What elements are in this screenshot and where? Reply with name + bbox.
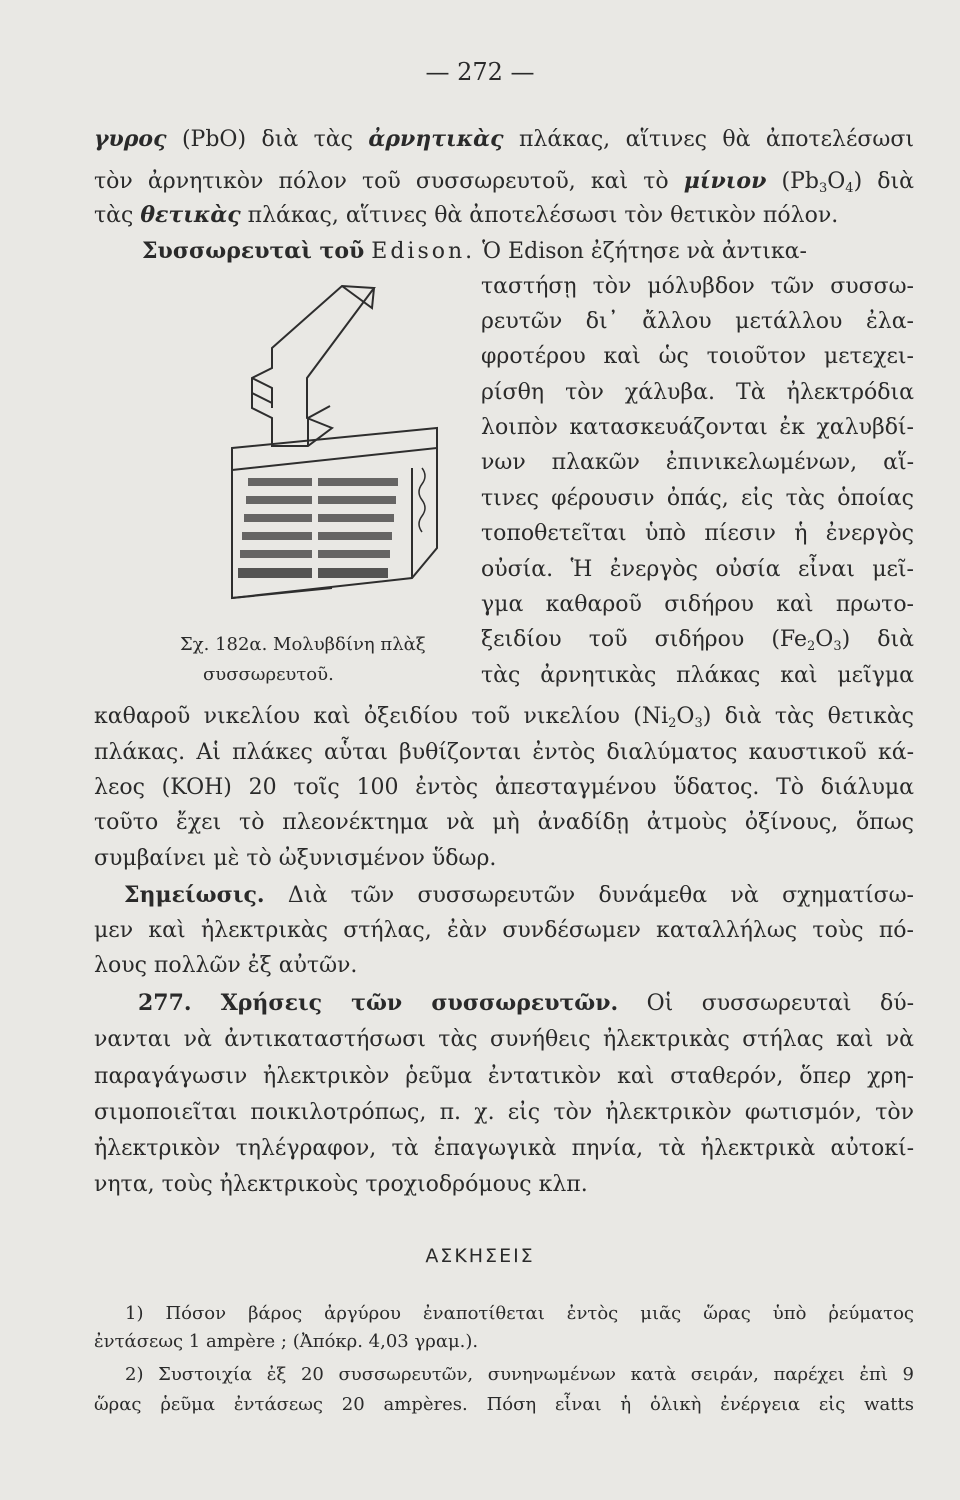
subscript: 3 (694, 716, 703, 731)
text-line-5 (94, 704, 914, 731)
exercise-1-line-2: ἐντάσεως 1 ampère ; (Ἀπόκρ. 4,03 γραμ.). (94, 1331, 479, 1352)
text-span: πλάκας, αἵτινες θὰ ἀποτελέσωσι τὸν θετικὸν πόλον. (240, 203, 839, 228)
subscript: 4 (845, 181, 854, 196)
text-line-6: πλάκας. Αἱ πλάκες αὗται βυθίζονται ἐντὸς διαλύματος καυστικοῦ κά- (94, 740, 914, 765)
text-line-r5: λοιπὸν κατασκευάζονται ἐκ χαλυβδί- (481, 415, 914, 440)
text-span: τὸν ἀρνητικὸν πόλον τοῦ συσσωρευτοῦ, καὶ τὸ (94, 169, 684, 194)
text-line-7: λεος (KOH) 20 τοῖς 100 ἐντὸς ἀπεσταγμένου ὕδατος. Τὸ διάλυμα (94, 775, 914, 800)
text-line-r9: οὐσία. Ἡ ἐνεργὸς οὐσία εἶναι μεῖ- (481, 557, 914, 582)
section-277-line-3: παραγάγωσιν ἠλεκτρικὸν ῥεῦμα ἐντατικὸν καὶ σταθερόν, ὅπερ χρη- (94, 1064, 914, 1089)
text-span: ) διὰ (841, 627, 914, 652)
section-277-heading: 277. Χρήσεις τῶν συσσωρευτῶν. (138, 990, 619, 1016)
exercise-2-line-2: ὥρας ῥεῦμα ἐντάσεως 20 ampères. Πόση εἶναι ἡ ὁλικὴ ἐνέργεια εἰς watts (94, 1394, 914, 1415)
text-line-3 (94, 204, 914, 227)
heading-bold: Συσσωρευταὶ τοῦ (142, 238, 365, 264)
text-line-r11 (481, 627, 914, 654)
text-span: (PbO) διὰ τὰς (166, 127, 369, 152)
text-line-r10: γμα καθαροῦ σιδήρου καὶ πρωτο- (481, 592, 914, 617)
heading-spaced: Edison. (371, 239, 476, 264)
subscript: 3 (833, 639, 842, 654)
subscript: 2 (668, 716, 677, 731)
text-line-1 (94, 128, 914, 151)
note-line-3: λους πολλῶν ἐξ αὐτῶν. (94, 953, 358, 978)
text-line-r3: φροτέρου καὶ ὡς τοιοῦτον μετεχει- (481, 344, 914, 369)
exercise-1-line-1: 1) Πόσον βάρος ἀργύρου ἐναποτίθεται ἐντὸς μιᾶς ὥρας ὑπὸ ῥεύματος (125, 1303, 914, 1324)
section-277-line-4: σιμοποιεῖται ποικιλοτρόπως, π. χ. εἰς τὸν ἠλεκτρικὸν φωτισμόν, τὸν (94, 1100, 914, 1125)
section-277-line-2: νανται νὰ ἀντικαταστήσωσι τὰς συνήθεις ἠλεκτρικὰς στήλας καὶ νὰ (94, 1027, 914, 1052)
lead-plate-figure (212, 278, 442, 618)
text-span: (Pb (766, 169, 819, 194)
exercises-heading: ΑΣΚΗΣΕΙΣ (425, 1245, 535, 1267)
term-thetikas: θετικὰς (140, 202, 241, 228)
text-span: O (815, 627, 834, 652)
text-line-9: συμβαίνει μὲ τὸ ὠξυνισμένον ὕδωρ. (94, 846, 497, 871)
term-minion: μίνιον (683, 168, 767, 194)
term-arnitikas: ἀρνητικὰς (368, 126, 504, 152)
subscript: 2 (806, 639, 816, 654)
note-line-1 (94, 884, 914, 907)
text-span: O (827, 169, 846, 194)
section-277-line-5: ἠλεκτρικὸν τηλέγραφον, τὰ ἐπαγωγικὰ πηνία, τὰ ἠλεκτρικὰ αὐτοκί- (94, 1136, 914, 1161)
section-277-line-6: νητα, τοὺς ἠλεκτρικοὺς τροχιοδρόμους κλπ. (94, 1172, 588, 1197)
exercise-2-line-1: 2) Συστοιχία ἐξ 20 συσσωρευτῶν, συνηνωμένων κατὰ σειράν, παρέχει ἐπὶ 9 (125, 1364, 914, 1385)
text-span: ξειδίου τοῦ σιδήρου (Fe (481, 627, 807, 652)
text-span: Διὰ τῶν συσσωρευτῶν δυνάμεθα νὰ σχηματίσω- (264, 883, 914, 908)
section-277-line-1 (94, 992, 914, 1015)
page-number: — 272 — (425, 58, 535, 86)
text-span: πλάκας, αἵτινες θὰ ἀποτελέσωσι (503, 127, 914, 152)
text-span: καθαροῦ νικελίου καὶ ὀξειδίου τοῦ νικελίου (Ni (94, 704, 669, 729)
text-span: Οἱ συσσωρευταὶ δύ- (618, 991, 914, 1016)
text-line-r2: ρευτῶν δι᾿ ἄλλου μετάλλου ἐλα- (481, 309, 914, 334)
text-line-r6: νων πλακῶν ἐπινικελωμένων, αἵ- (481, 450, 914, 475)
text-line-2 (94, 168, 915, 196)
text-span: τὰς (94, 203, 141, 228)
text-line-r1: ταστήσῃ τὸν μόλυβδον τῶν συσσω- (481, 274, 914, 299)
text-span: O (676, 704, 695, 729)
section-heading-edison (94, 240, 914, 263)
note-heading: Σημείωσις. (124, 882, 265, 908)
figure-caption-line-2: συσσωρευτοῦ. (203, 664, 334, 685)
text-line-r4: ρίσθη τὸν χάλυβα. Τὰ ἠλεκτρόδια (481, 380, 914, 405)
note-line-2: μεν καὶ ἠλεκτρικὰς στήλας, ἐὰν συνδέσωμεν καταλλήλως τοὺς πό- (94, 918, 914, 943)
subscript: 3 (818, 181, 828, 196)
figure-caption-line-1: Σχ. 182α. Μολυβδίνη πλὰξ (180, 634, 426, 655)
text-line-r8: τοποθετεῖται ὑπὸ πίεσιν ἡ ἐνεργὸς (481, 521, 914, 546)
text-line-r7: τινες φέρουσιν ὀπάς, εἰς τὰς ὁποίας (481, 486, 914, 511)
text-span: Ὁ Edison ἐζήτησε νὰ ἀντικα- (475, 239, 807, 264)
text-line-r12: τὰς ἀρνητικὰς πλάκας καὶ μεῖγμα (481, 663, 914, 688)
text-span: ) διὰ τὰς θετικὰς (702, 704, 914, 729)
text-span: ) διὰ (853, 169, 915, 194)
term-gyros: γυρος (94, 126, 167, 152)
text-line-8: τοῦτο ἔχει τὸ πλεονέκτημα νὰ μὴ ἀναδίδῃ ἀτμοὺς ὀξίνους, ὅπως (94, 810, 914, 835)
